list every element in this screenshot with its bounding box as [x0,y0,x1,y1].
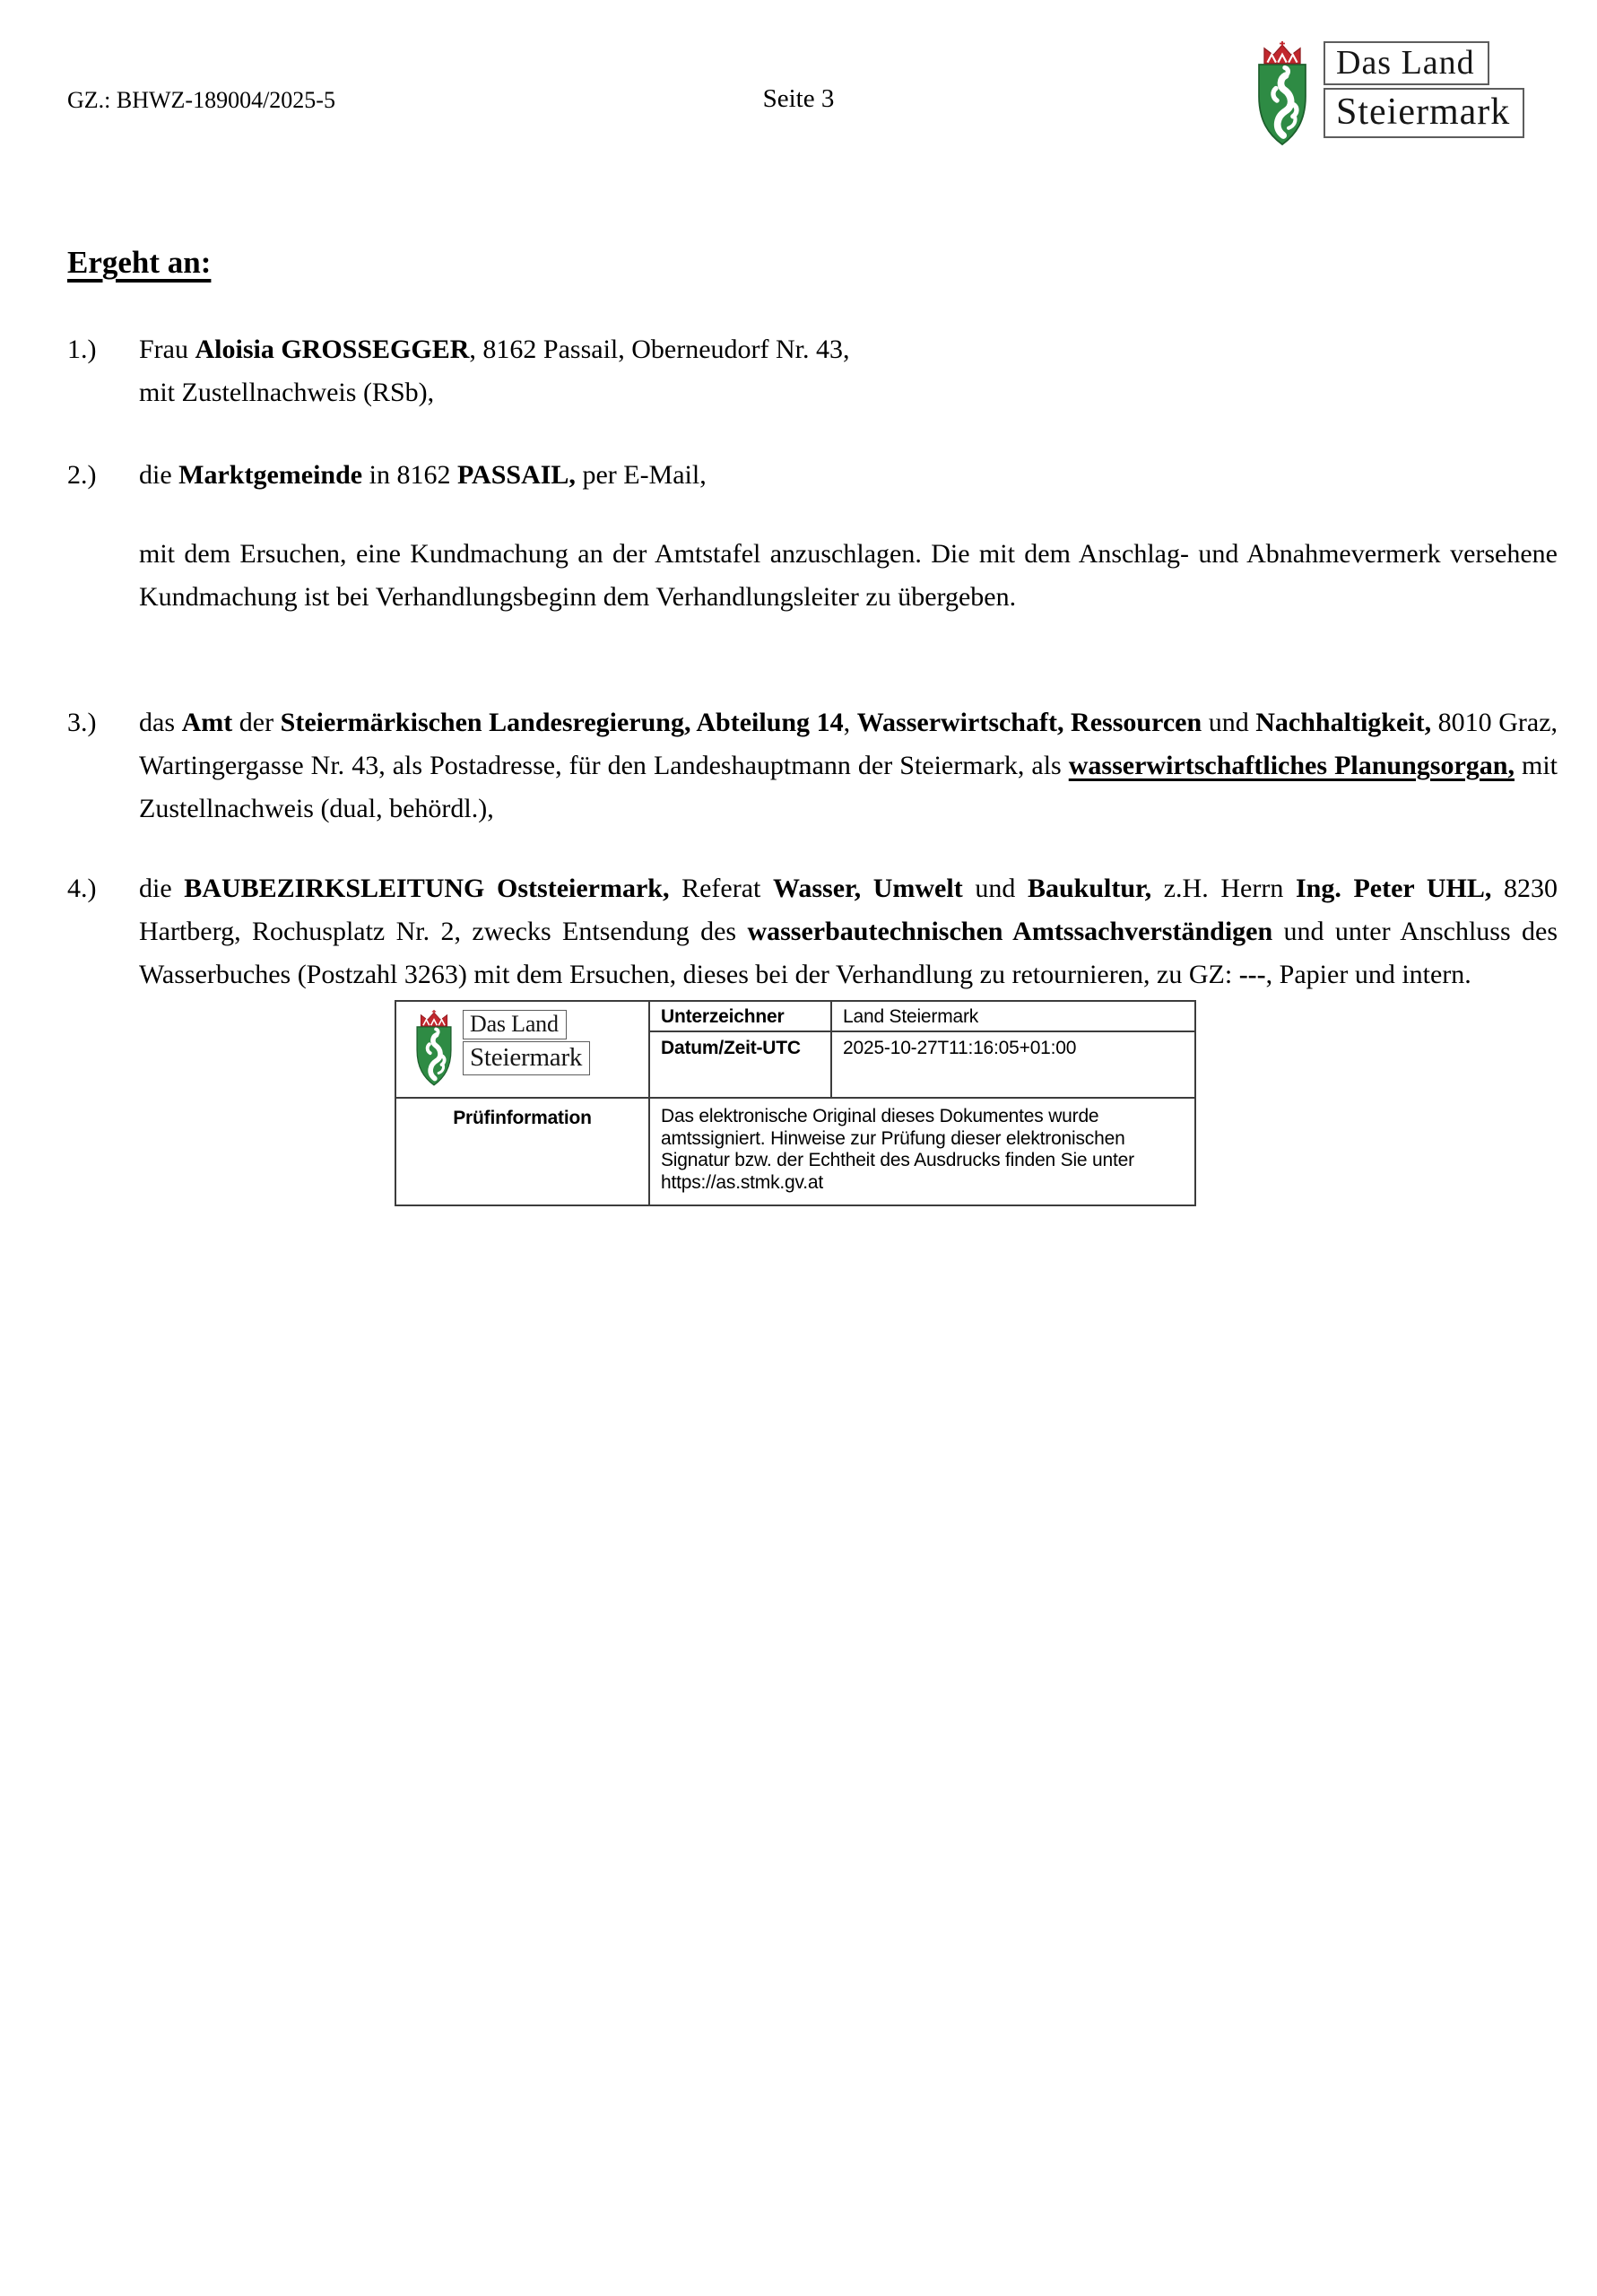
verification-label: Prüfinformation [396,1097,650,1205]
signature-block [395,1000,1196,1206]
item-text [139,328,1558,414]
item-4-paragraph: die BAUBEZIRKSLEITUNG Oststeiermark, Referat Wasser, Umwelt und Baukultur, z.H. Herrn Ing. Peter UHL, 8230 Hartberg, Rochusplatz Nr. 2, zwecks Entsendung des wasserbautechnischen Amtssachverständigen und unter Anschluss des Wasserbuches (Postzahl 3263) mit dem Ersuchen, dieses bei der Verhandlung zu retournieren, zu GZ: ---, Papier und intern. [139,874,1558,989]
signature-logo [396,1002,650,1097]
recipient-item-4 [67,867,1558,996]
item-1-line-1: Frau Aloisia GROSSEGGER, 8162 Passail, Oberneudorf Nr. 43, [139,335,850,364]
file-number: GZ.: BHWZ-189004/2025-5 [67,87,335,113]
datetime-label: Datum/Zeit-UTC [650,1032,832,1097]
verification-text-inner: Das elektronische Original dieses Dokumentes wurde amtssigniert. Hinweise zur Prüfung dieser elektronischen Signatur bzw. der Echtheit des Ausdrucks finden Sie unter https://as.stmk.gv.at [661,1106,1134,1193]
signature-logo-text [463,1010,590,1075]
verification-text [650,1097,1194,1205]
item-2-line-1: die Marktgemeinde in 8162 PASSAIL, per E-Mail, [139,460,707,490]
recipient-item-3 [67,701,1558,831]
signature-logo-line1: Das Land [463,1010,567,1039]
logo-line1: Das Land [1324,41,1489,85]
signer-value: Land Steiermark [832,1002,1194,1032]
signature-logo-line2: Steiermark [463,1041,590,1075]
logo-text-boxes [1324,41,1524,138]
logo-line2: Steiermark [1324,88,1524,138]
recipient-item-1 [67,328,1558,414]
steiermark-crest-icon [411,1010,457,1087]
steiermark-logo [1250,41,1524,147]
item-3-paragraph: das Amt der Steiermärkischen Landesregierung, Abteilung 14, Wasserwirtschaft, Ressourcen und Nachhaltigkeit, 8010 Graz, Wartingergasse Nr. 43, als Postadresse, für den Landeshauptmann der Steiermark, als wasserwirtschaftliches Planungsorgan, mit Zustellnachweis (dual, behördl.), [139,708,1558,823]
item-number: 2.) [67,460,97,490]
signer-label: Unterzeichner [650,1002,832,1032]
section-heading: Ergeht an: [67,245,212,280]
item-1-line-2: mit Zustellnachweis (RSb), [139,378,435,407]
document-body [67,242,1558,1206]
steiermark-crest-icon [1250,41,1315,147]
item-number: 3.) [67,708,97,737]
recipient-item-2 [67,454,1558,619]
page-number-label: Seite 3 [762,84,835,113]
datetime-value: 2025-10-27T11:16:05+01:00 [843,1038,1077,1058]
item-number: 1.) [67,335,97,364]
item-2-paragraph: mit dem Ersuchen, eine Kundmachung an der Amtstafel anzuschlagen. Die mit dem Anschlag- und Abnahmevermerk versehene Kundmachung ist bei Verhandlungsbeginn dem Verhandlungsleiter zu übergeben. [139,539,1558,612]
item-text [139,454,1558,619]
item-number: 4.) [67,874,97,903]
